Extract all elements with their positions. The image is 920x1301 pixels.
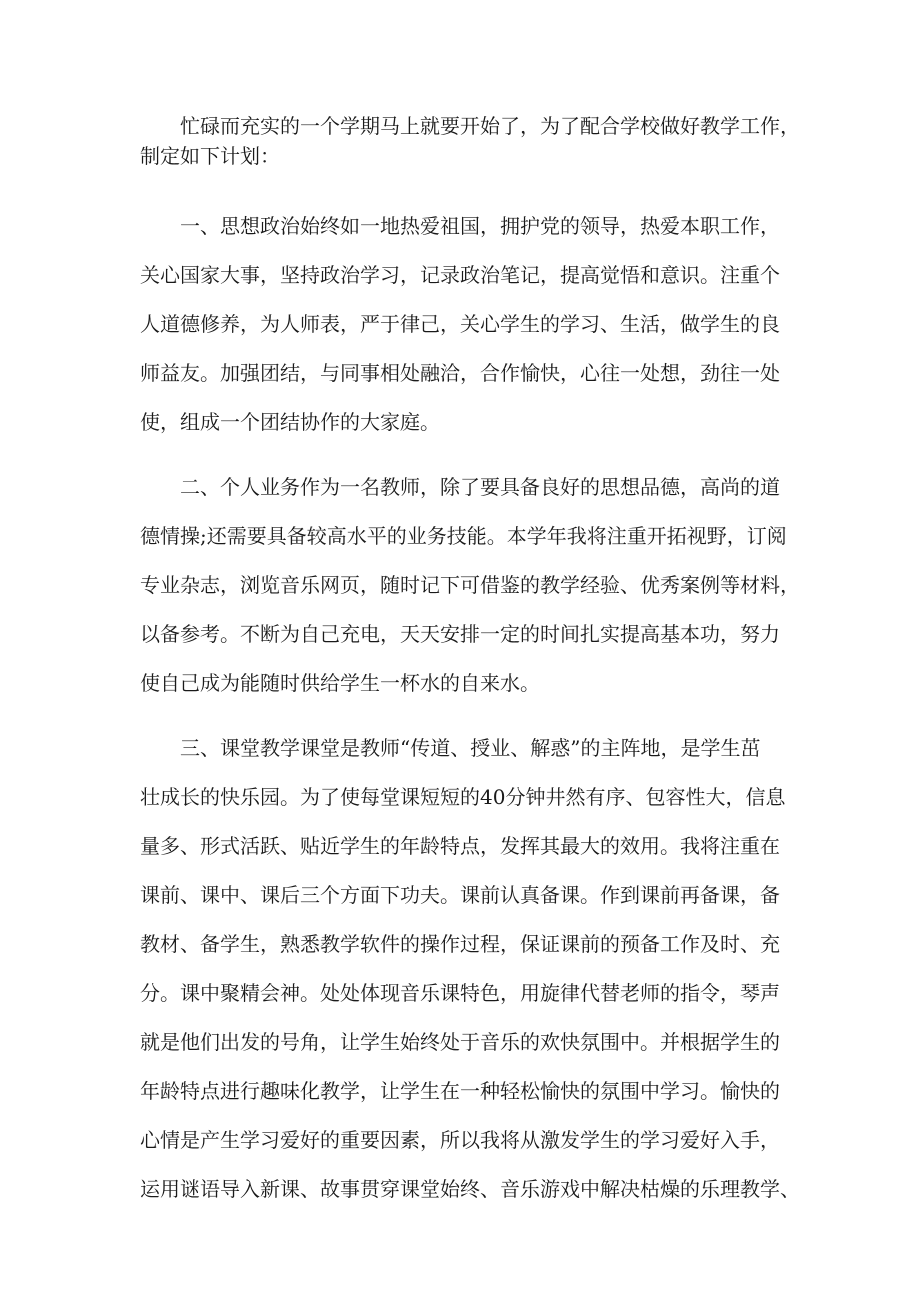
- paragraph-2-line-3: 专业杂志，浏览音乐网页，随时记下可借鉴的教学经验、优秀案例等材料，: [140, 573, 800, 597]
- paragraph-1-line-3: 人道德修养，为人师表，严于律己，关心学生的学习、生活，做学生的良: [140, 312, 780, 336]
- paragraph-3-line-3: 量多、形式活跃、贴近学生的年龄特点，发挥其最大的效用。我将注重在: [140, 834, 780, 858]
- paragraph-1-line-4: 师益友。加强团结，与同事相处融洽，合作愉快，心往一处想，劲往一处: [140, 361, 780, 385]
- paragraph-2-line-1: 二、个人业务作为一名教师，除了要具备良好的思想品德，高尚的道: [180, 475, 780, 499]
- paragraph-2-line-5: 使自己成为能随时供给学生一杯水的自来水。: [140, 671, 540, 695]
- paragraph-3-line-10: 运用谜语导入新课、故事贯穿课堂始终、音乐游戏中解决枯燥的乐理教学、: [140, 1177, 800, 1201]
- paragraph-1-line-2: 关心国家大事，坚持政治学习，记录政治笔记，提高觉悟和意识。注重个: [140, 263, 780, 287]
- paragraph-3-line-9: 心情是产生学习爱好的重要因素，所以我将从激发学生的学习爱好入手，: [140, 1128, 780, 1152]
- paragraph-3-line-4: 课前、课中、课后三个方面下功夫。课前认真备课。作到课前再备课，备: [140, 883, 780, 907]
- intro-line-1: 忙碌而充实的一个学期马上就要开始了，为了配合学校做好教学工作，: [180, 114, 800, 138]
- paragraph-3-line-7: 就是他们出发的号角，让学生始终处于音乐的欢快氛围中。并根据学生的: [140, 1030, 780, 1054]
- paragraph-1-line-5: 使，组成一个团结协作的大家庭。: [140, 410, 440, 434]
- paragraph-2-line-4: 以备参考。不断为自己充电，天天安排一定的时间扎实提高基本功，努力: [140, 622, 780, 646]
- paragraph-3-line-2: 壮成长的快乐园。为了使每堂课短短的40分钟井然有序、包容性大，信息: [140, 785, 786, 809]
- paragraph-3-line-6: 分。课中聚精会神。处处体现音乐课特色，用旋律代替老师的指令，琴声: [140, 981, 780, 1005]
- paragraph-3-line-5: 教材、备学生，熟悉教学软件的操作过程，保证课前的预备工作及时、充: [140, 932, 780, 956]
- paragraph-3-line-1: 三、课堂教学课堂是教师“传道、授业、解惑”的主阵地，是学生茁: [180, 736, 761, 760]
- intro-line-2: 制定如下计划：: [140, 144, 280, 168]
- paragraph-3-line-8: 年龄特点进行趣味化教学，让学生在一种轻松愉快的氛围中学习。愉快的: [140, 1079, 780, 1103]
- paragraph-2-line-2: 德情操;还需要具备较高水平的业务技能。本学年我将注重开拓视野，订阅: [140, 524, 787, 548]
- paragraph-1-line-1: 一、思想政治始终如一地热爱祖国，拥护党的领导，热爱本职工作，: [180, 214, 780, 238]
